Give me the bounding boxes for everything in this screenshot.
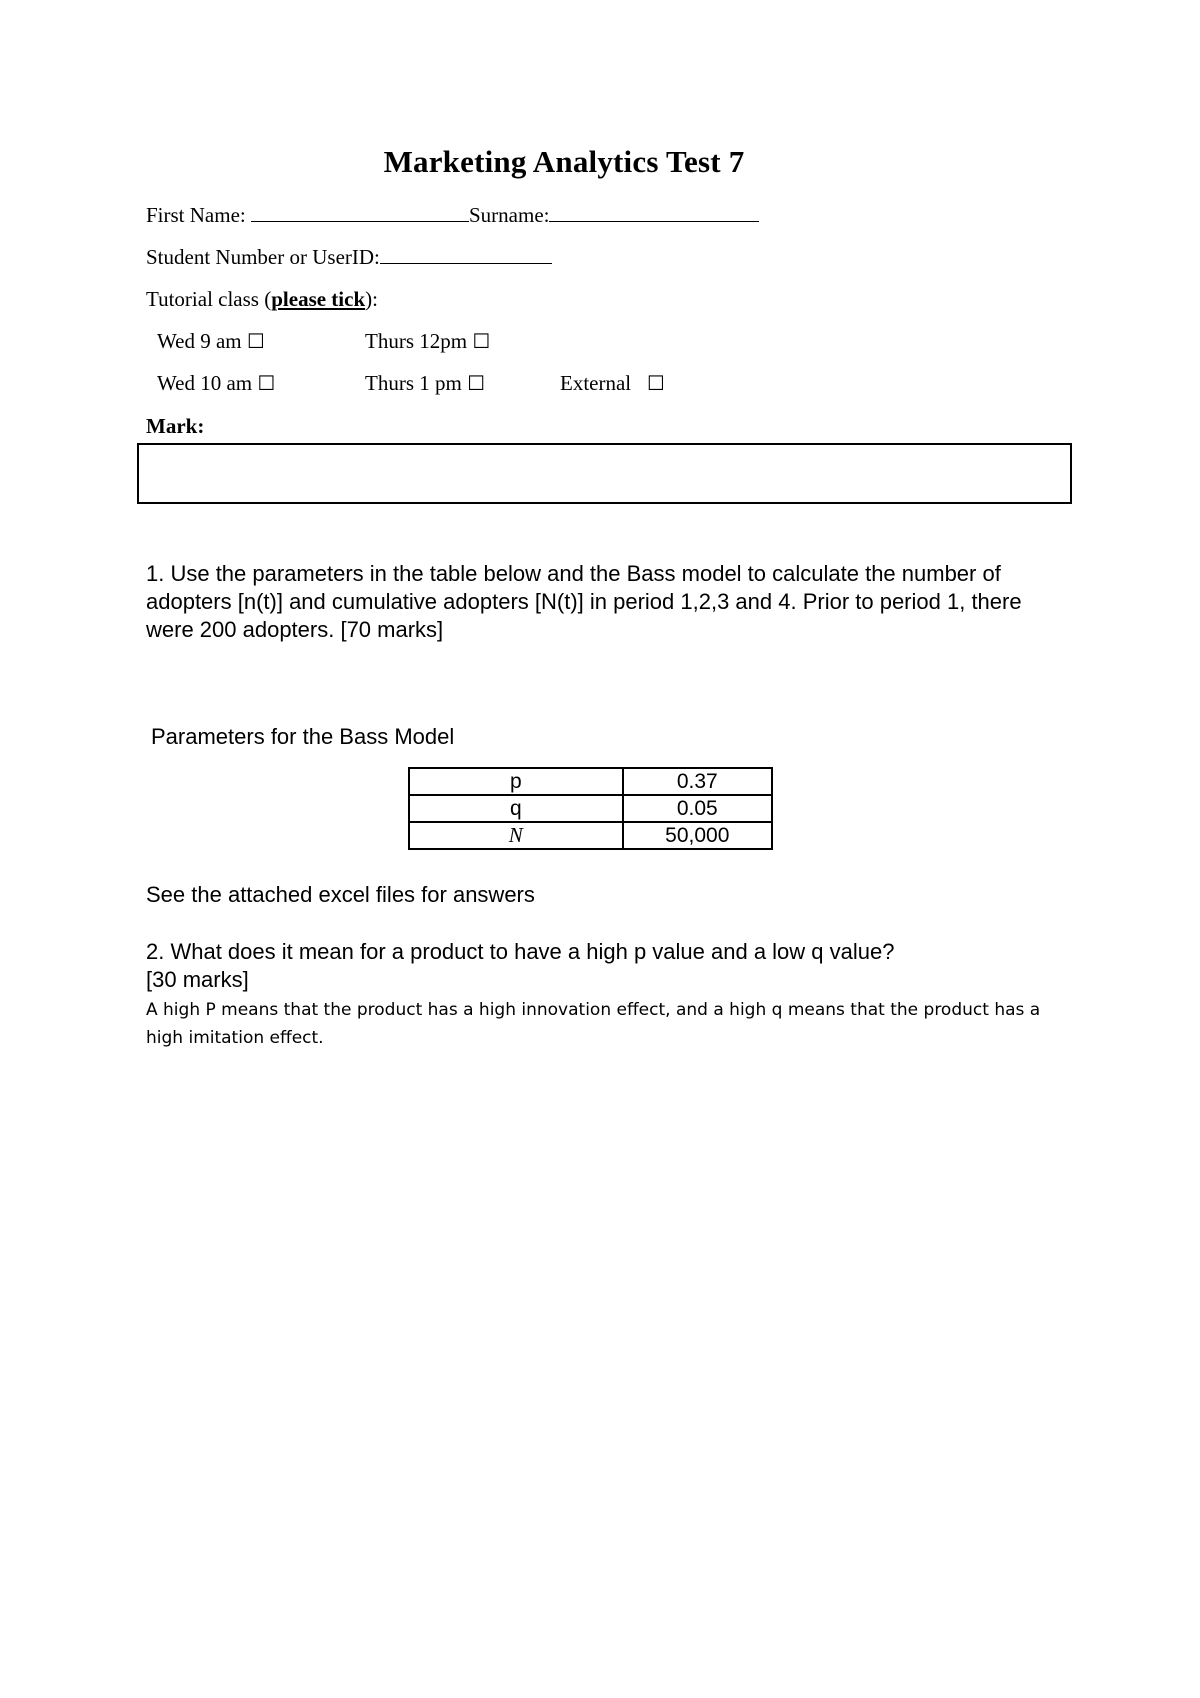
parameters-caption: Parameters for the Bass Model (151, 724, 455, 749)
param-symbol-n: $\overline{N}$ (508, 823, 523, 847)
surname-label: Surname: (469, 203, 550, 227)
student-number-field[interactable] (380, 245, 552, 264)
page-title: Marketing Analytics Test 7 (383, 144, 745, 179)
param-value-p: 0.37 (623, 768, 772, 795)
param-symbol-q: q (409, 795, 623, 822)
tutorial-class-label: Tutorial class (please tick): (146, 287, 378, 311)
answer-note: See the attached excel files for answers (146, 882, 535, 907)
table-row (409, 768, 772, 795)
question-2-marks: [30 marks] (146, 967, 249, 992)
first-name-field[interactable] (251, 203, 469, 222)
tutorial-option-wed-10am[interactable]: Wed 10 am ☐ (157, 371, 276, 395)
param-symbol-p: p (409, 768, 623, 795)
tutorial-option-thurs-12pm[interactable]: Thurs 12pm ☐ (365, 329, 491, 353)
checkbox-icon[interactable]: ☐ (257, 371, 276, 395)
checkbox-icon[interactable]: ☐ (646, 371, 665, 395)
mark-label: Mark: (146, 414, 205, 438)
param-value-q: 0.05 (623, 795, 772, 822)
question-2-answer: A high P means that the product has a high innovation effect, and a high q means that the product has a high imitation effect. (146, 1000, 1041, 1048)
question-2: 2. What does it mean for a product to have a high p value and a low q value? (146, 939, 895, 964)
tutorial-option-external[interactable]: External ☐ (560, 371, 665, 395)
table-row (409, 795, 772, 822)
student-number-row (146, 245, 552, 270)
mark-box[interactable] (137, 443, 1072, 504)
name-row (146, 203, 759, 228)
param-value-n: 50,000 (623, 822, 772, 849)
parameters-table (408, 767, 773, 850)
table-row (409, 822, 772, 849)
surname-field[interactable] (549, 203, 759, 222)
checkbox-icon[interactable]: ☐ (467, 371, 486, 395)
tutorial-option-thurs-1pm[interactable]: Thurs 1 pm ☐ (365, 371, 486, 395)
first-name-label: First Name: (146, 203, 251, 227)
please-tick-hint: please tick (271, 287, 366, 311)
checkbox-icon[interactable]: ☐ (472, 329, 491, 353)
question-1: 1. Use the parameters in the table below and the Bass model to calculate the number of adopters [n(t)] and cumulative adopters [N(t)] in period 1,2,3 and 4. Prior to period 1, there were 200 adopters. [70 marks] (146, 561, 1022, 642)
checkbox-icon[interactable]: ☐ (246, 329, 265, 353)
tutorial-option-wed-9am[interactable]: Wed 9 am ☐ (157, 329, 265, 353)
student-number-label: Student Number or UserID: (146, 245, 380, 269)
